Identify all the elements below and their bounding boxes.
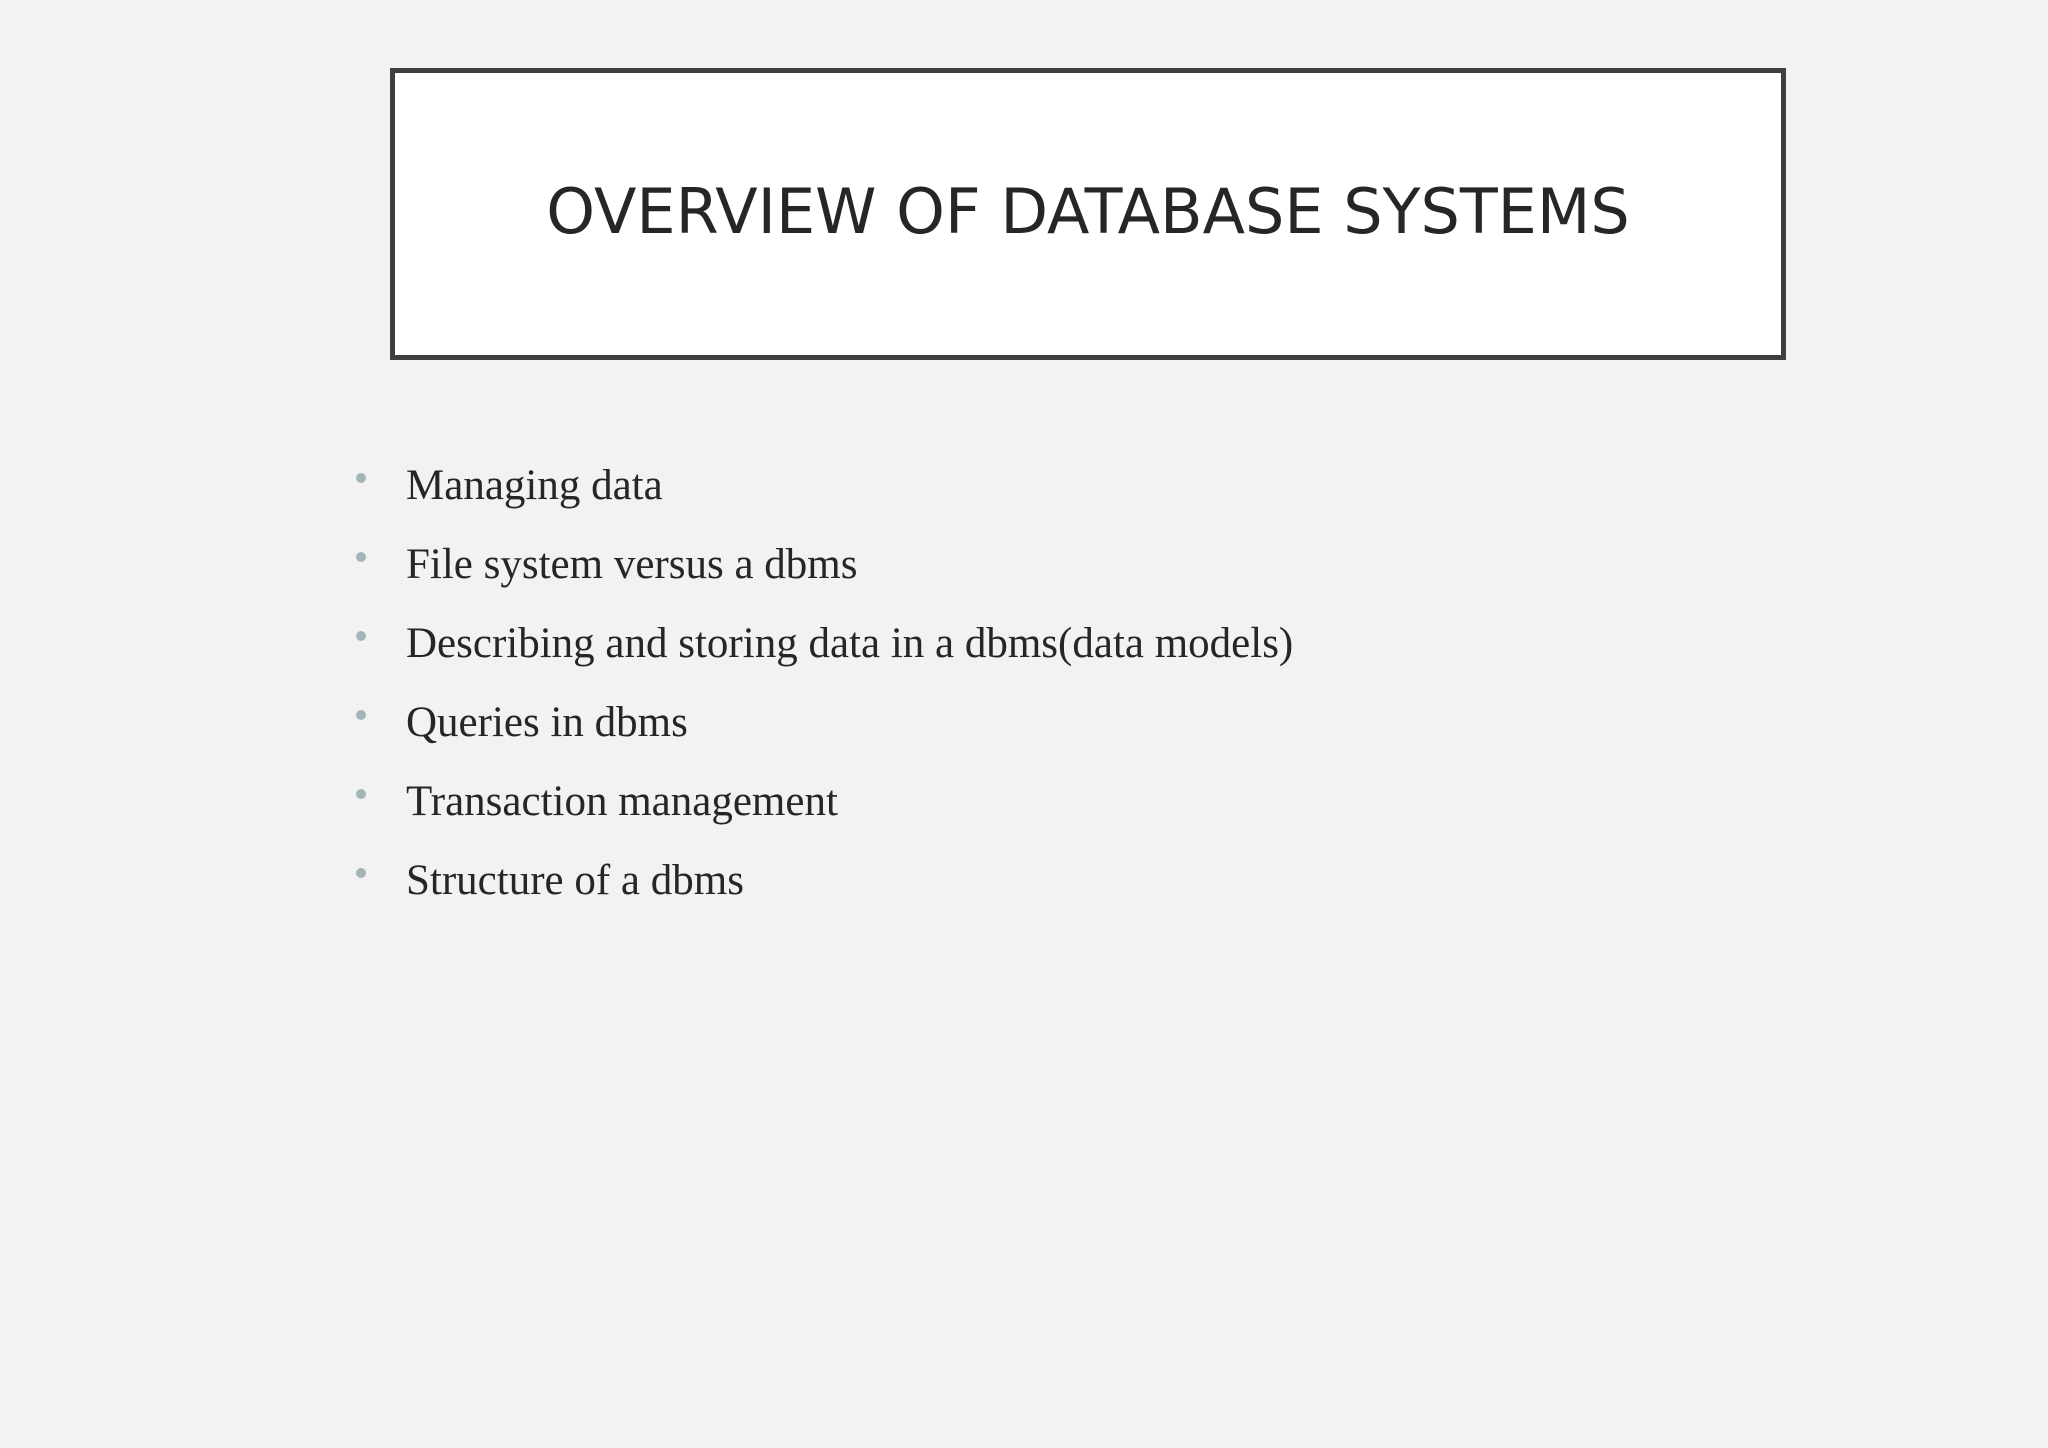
bullet-text: Managing data: [406, 462, 663, 509]
bullet-item: [356, 841, 1293, 920]
slide-title: OVERVIEW OF DATABASE SYSTEMS: [546, 174, 1630, 248]
bullet-item: [356, 604, 1293, 683]
title-box: [390, 68, 1786, 360]
bullet-dot-icon: [356, 631, 366, 641]
bullet-text: Transaction management: [406, 778, 838, 825]
bullet-dot-icon: [356, 789, 366, 799]
bullet-dot-icon: [356, 868, 366, 878]
bullet-item: [356, 446, 1293, 525]
bullet-dot-icon: [356, 552, 366, 562]
bullet-text: Describing and storing data in a dbms(data models): [406, 620, 1294, 667]
bullet-item: [356, 683, 1293, 762]
bullet-text: Structure of a dbms: [406, 857, 744, 904]
bullet-item: [356, 762, 1293, 841]
bullet-dot-icon: [356, 473, 366, 483]
bullet-text: Queries in dbms: [406, 699, 688, 746]
bullet-text: File system versus a dbms: [406, 541, 858, 588]
bullet-list: [356, 446, 1293, 920]
bullet-dot-icon: [356, 710, 366, 720]
bullet-item: [356, 525, 1293, 604]
